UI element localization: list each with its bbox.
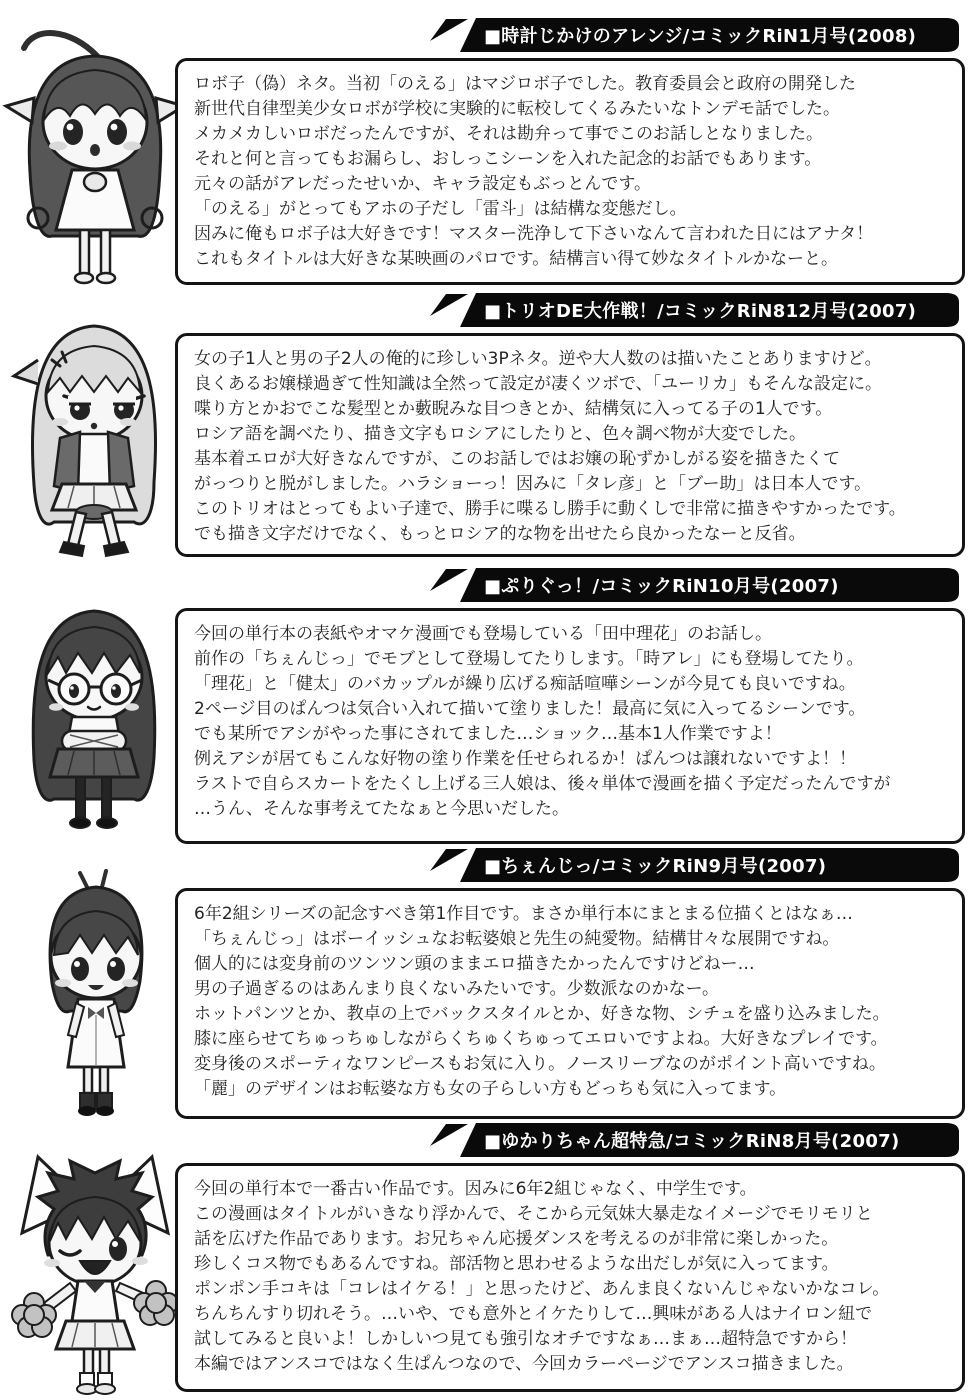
commentary-line: 「理花」と「健太」のバカップルが繰り広げる痴話喧嘩シーンが今見ても良いですね。 [194, 674, 856, 694]
entry-header [428, 847, 962, 883]
commentary-line: 膝に座らせてちゅっちゅしながらくちゅくちゅってエロいですよね。大好きなプレイです。 [194, 1029, 888, 1049]
character-noeru-robot-girl-illustration [0, 22, 190, 290]
commentary-line: 今回の単行本で一番古い作品です。因みに6年2組じゃなく、中学生です。 [194, 1179, 757, 1199]
commentary-line: 良くあるお嬢様過ぎて性知識は全然って設定が凄くツボで、「ユーリカ」もそんな設定に。 [194, 374, 882, 394]
character-rei-illustration [18, 865, 173, 1117]
commentary-line: 女の子1人と男の子2人の俺的に珍しい3Pネタ。逆や大人数のは描いたことありますけど。 [194, 349, 882, 369]
commentary-line: 2ページ目のぱんつは気合い入れて描いて塗りました！最高に気に入ってるシーンです。 [194, 699, 866, 719]
entry-title: ■トリオDE大作戦！/コミックRiN812月号(2007) [484, 301, 917, 322]
commentary-line: 前作の「ちぇんじっ」でモブとして登場してたりします。「時アレ」にも登場してたり。 [194, 649, 864, 669]
entry-textbox [175, 58, 965, 285]
commentary-line: 喋り方とかおでこな髪型とか藪睨みな目つきとか、結構気に入ってる子の1人です。 [194, 399, 833, 419]
entry-title: ■ぷりぐっ！/コミックRiN10月号(2007) [484, 576, 839, 597]
commentary-line: 新世代自律型美少女ロボが学校に実験的に転校してくるみたいなトンデモ話でした。 [194, 99, 840, 119]
commentary-line: 話を広げた作品であります。お兄ちゃん応援ダンスを考えるのが非常に楽しかった。 [194, 1229, 839, 1249]
entry-textbox [175, 1163, 965, 1392]
character-yurika-illustration [8, 300, 180, 558]
commentary-line: ロシア語を調べたり、描き文字もロシアにしたりと、色々調べ物が大変でした。 [194, 424, 806, 444]
commentary-line: ちんちんすり切れそう。…いや、でも意外とイケたりして…興味がある人はナイロン紐で [194, 1304, 873, 1324]
commentary-line: 珍しくコス物でもあるんですね。部活物と思わせるような出だしが気に入ってます。 [194, 1254, 839, 1274]
entry-title: ■ちぇんじっ/コミックRiN9月号(2007) [484, 856, 827, 877]
commentary-line: 本編ではアンスコではなく生ぱんつなので、今回カラーページでアンスコ描きました。 [194, 1354, 854, 1374]
commentary-line: 個人的には変身前のツンツン頭のままエロ描きたかったんですけどねー… [194, 954, 755, 974]
commentary-line: 今回の単行本の表紙やオマケ漫画でも登場している「田中理花」のお話し。 [194, 624, 772, 644]
entry-title: ■ゆかりちゃん超特急/コミックRiN8月号(2007) [484, 1131, 900, 1152]
entry-header [428, 17, 962, 53]
character-rika-glasses-illustration [8, 585, 180, 841]
commentary-line: 元々の話がアレだったせいか、キャラ設定もぶっとんです。 [194, 174, 651, 194]
commentary-line: これもタイトルは大好きな某映画のパロです。結構言い得て妙なタイトルかなーと。 [194, 249, 838, 269]
commentary-line: ホットパンツとか、教卓の上でバックスタイルとか、好きな物、シチュを盛り込みました。 [194, 1004, 890, 1024]
entry-header [428, 1122, 962, 1158]
commentary-line: 「のえる」がとってもアホの子だし「雷斗」は結構な変態だし。 [194, 199, 687, 219]
entry-title: ■時計じかけのアレンジ/コミックRiN1月号(2008) [484, 26, 917, 47]
commentary-line: でも某所でアシがやった事にされてました…ショック…基本1人作業ですよ！ [194, 724, 782, 744]
commentary-line: ロボ子（偽）ネタ。当初「のえる」はマジロボ子でした。教育委員会と政府の開発した [194, 74, 856, 94]
commentary-line: 変身後のスポーティなワンピースもお気に入り。ノースリーブなのがポイント高いですね。 [194, 1054, 886, 1074]
entry-textbox [175, 333, 965, 557]
character-yukari-cheerleader-illustration [0, 1145, 190, 1395]
entry-header [428, 567, 962, 603]
commentary-line: メカメカしいロボだったんですが、それは勘弁って事でこのお話しとなりました。 [194, 124, 823, 144]
commentary-line: それと何と言ってもお漏らし、おしっこシーンを入れた記念的お話でもあります。 [194, 149, 822, 169]
commentary-line: 例えアシが居てもこんな好物の塗り作業を任せられるか！ぱんつは譲れないですよ！！ [194, 749, 856, 769]
commentary-line: 基本着エロが大好きなんですが、このお話しではお嬢の恥ずかしがる姿を描きたくて [194, 449, 840, 469]
commentary-line: このトリオはとってもよい子達で、勝手に喋るし勝手に動くしで非常に描きやすかったです。 [194, 499, 906, 519]
commentary-line: ポンポン手コキは「コレはイケる！」と思ったけど、あんま良くないんじゃないかなコレ。 [194, 1279, 890, 1299]
commentary-line: この漫画はタイトルがいきなり浮かんで、そこから元気妹大暴走なイメージでモリモリと [194, 1204, 873, 1224]
entry-textbox [175, 888, 965, 1119]
commentary-line: …うん、そんな事考えてたなぁと今思いだした。 [194, 799, 570, 819]
commentary-line: 因みに俺もロボ子は大好きです！マスター洗浄して下さいなんて言われた日にはアナタ！ [194, 224, 874, 244]
commentary-line: でも描き文字だけでなく、もっとロシア的な物を出せたら良かったなーと反省。 [194, 524, 806, 544]
commentary-line: 「ちぇんじっ」はボーイッシュなお転婆娘と先生の純愛物。結構甘々な展開ですね。 [194, 929, 840, 949]
commentary-line: 「麗」のデザインはお転婆な方も女の子らしい方もどっちも気に入ってます。 [194, 1079, 787, 1099]
entry-textbox [175, 608, 965, 844]
commentary-line: 6年2組シリーズの記念すべき第1作目です。まさか単行本にまとまる位描くとはなぁ… [194, 904, 853, 924]
commentary-line: 男の子過ぎるのはあんまり良くないみたいです。少数派なのかなー。 [194, 979, 719, 999]
commentary-line: ラストで自らスカートをたくし上げる三人娘は、後々単体で漫画を描く予定だったんですが [194, 774, 891, 794]
entry-header [428, 292, 962, 328]
commentary-line: がっつりと脱がしました。ハラショーっ！因みに「タレ彦」と「ブー助」は日本人です。 [194, 474, 872, 494]
commentary-line: 試してみると良いよ！しかしいつ見ても強引なオチですなぁ…まぁ…超特急ですから！ [194, 1329, 857, 1349]
